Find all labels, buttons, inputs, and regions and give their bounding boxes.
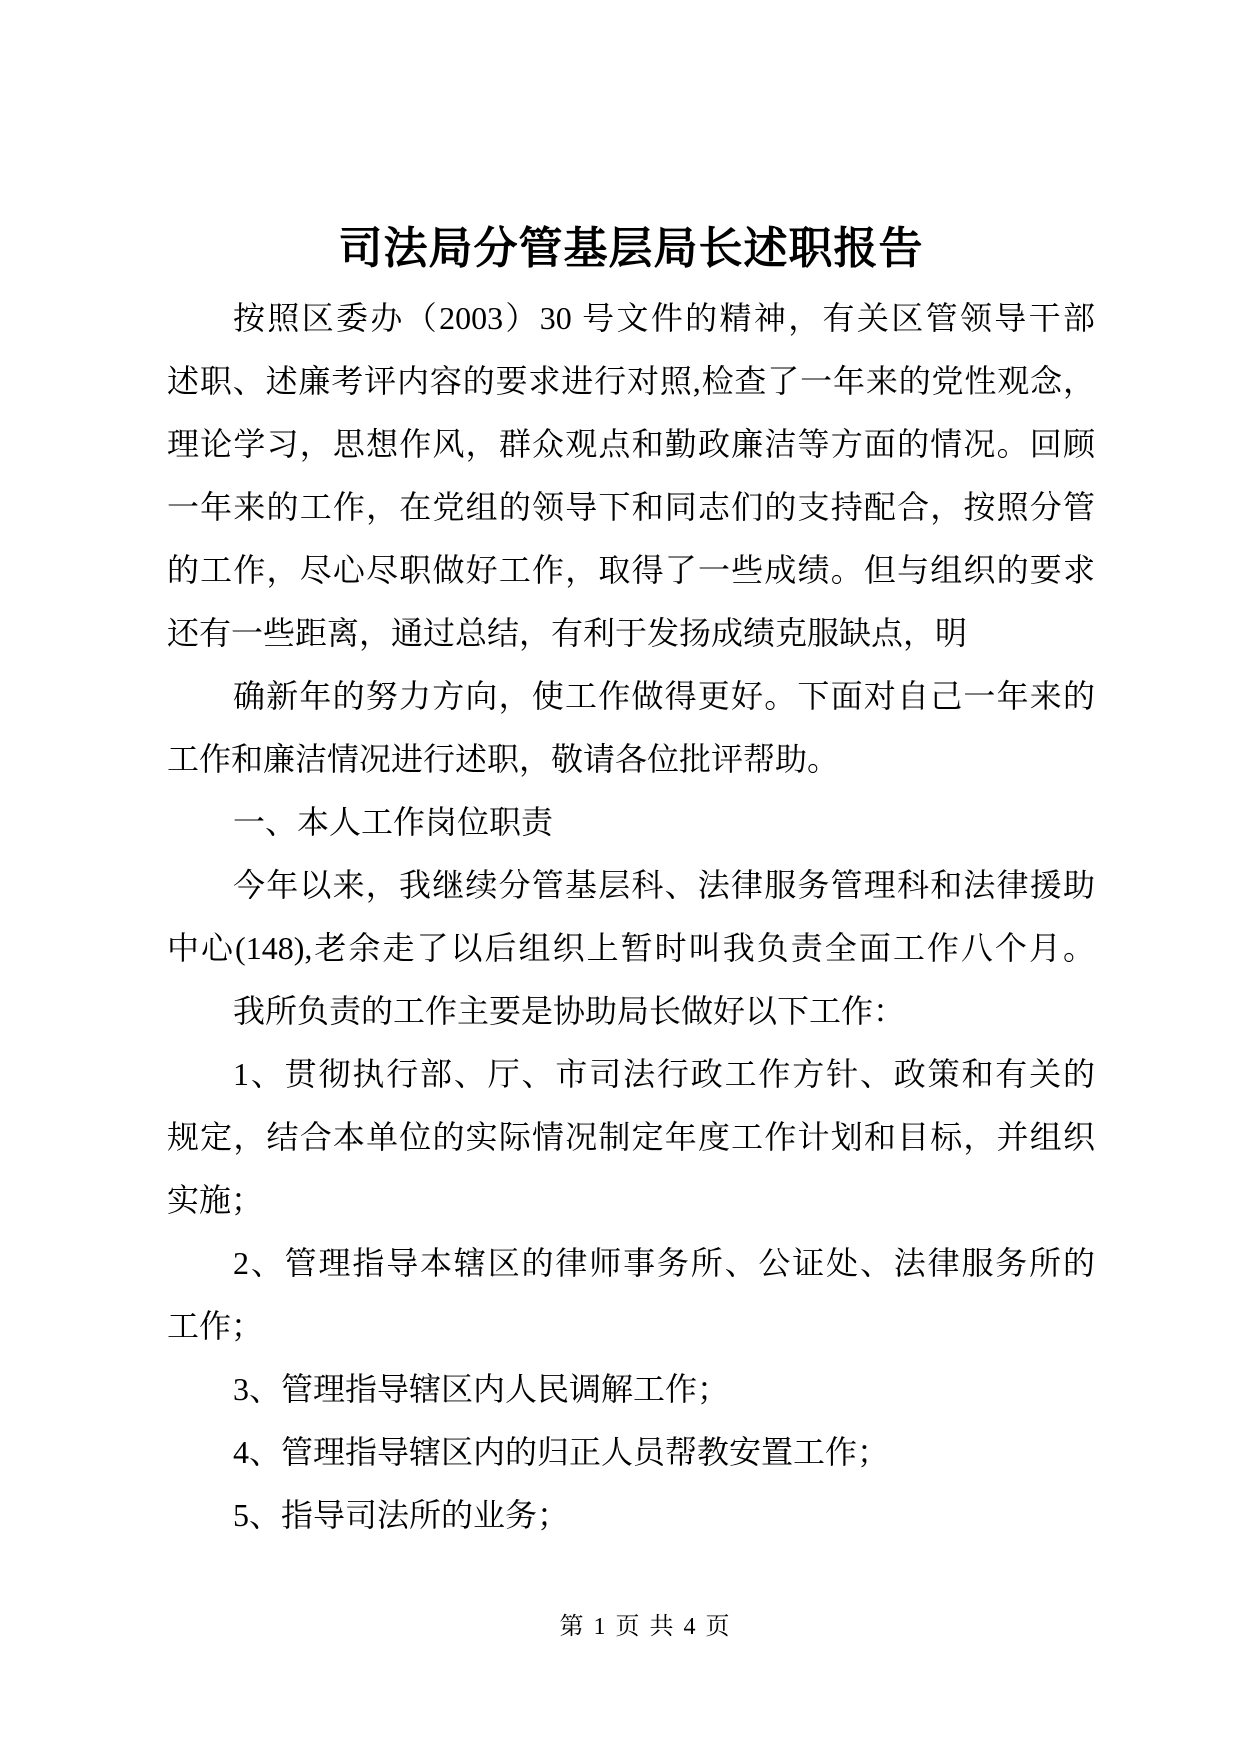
page-title: 司法局分管基层局长述职报告 <box>338 224 924 273</box>
text-line: 一、本人工作岗位职责 <box>233 804 554 840</box>
document-body <box>167 287 1095 1547</box>
text-line: 一年来的工作，在党组的领导下和同志们的支持配合，按照分管 <box>167 489 1095 525</box>
page-number-footer: 第 1 页 共 4 页 <box>559 1614 732 1640</box>
text-line: 工作和廉洁情况进行述职，敬请各位批评帮助。 <box>167 741 840 777</box>
text-line: 中心(148),老余走了以后组织上暂时叫我负责全面工作八个月。 <box>167 930 1095 966</box>
text-line: 5、指导司法所的业务； <box>233 1497 570 1533</box>
text-line: 的工作，尽心尽职做好工作，取得了一些成绩。但与组织的要求 <box>167 552 1095 588</box>
text-line: 理论学习，思想作风，群众观点和勤政廉洁等方面的情况。回顾 <box>167 426 1095 462</box>
text-line: 1、贯彻执行部、厅、市司法行政工作方针、政策和有关的 <box>233 1056 1095 1092</box>
text-line: 今年以来，我继续分管基层科、法律服务管理科和法律援助 <box>233 867 1095 903</box>
text-line: 规定，结合本单位的实际情况制定年度工作计划和目标，并组织 <box>167 1119 1095 1155</box>
text-line: 2、管理指导本辖区的律师事务所、公证处、法律服务所的 <box>233 1245 1095 1281</box>
text-line: 4、管理指导辖区内的归正人员帮教安置工作； <box>233 1434 890 1470</box>
text-line: 我所负责的工作主要是协助局长做好以下工作： <box>233 993 906 1029</box>
text-line: 述职、述廉考评内容的要求进行对照,检查了一年来的党性观念， <box>167 363 1095 399</box>
document-content <box>167 219 1095 1547</box>
text-line: 实施； <box>167 1182 264 1218</box>
text-line: 确新年的努力方向，使工作做得更好。下面对自己一年来的 <box>233 678 1095 714</box>
text-line: 3、管理指导辖区内人民调解工作； <box>233 1371 730 1407</box>
text-line: 按照区委办（2003）30 号文件的精神，有关区管领导干部 <box>233 300 1095 336</box>
text-line: 还有一些距离，通过总结，有利于发扬成绩克服缺点，明 <box>167 615 968 651</box>
text-line: 工作； <box>167 1308 264 1344</box>
